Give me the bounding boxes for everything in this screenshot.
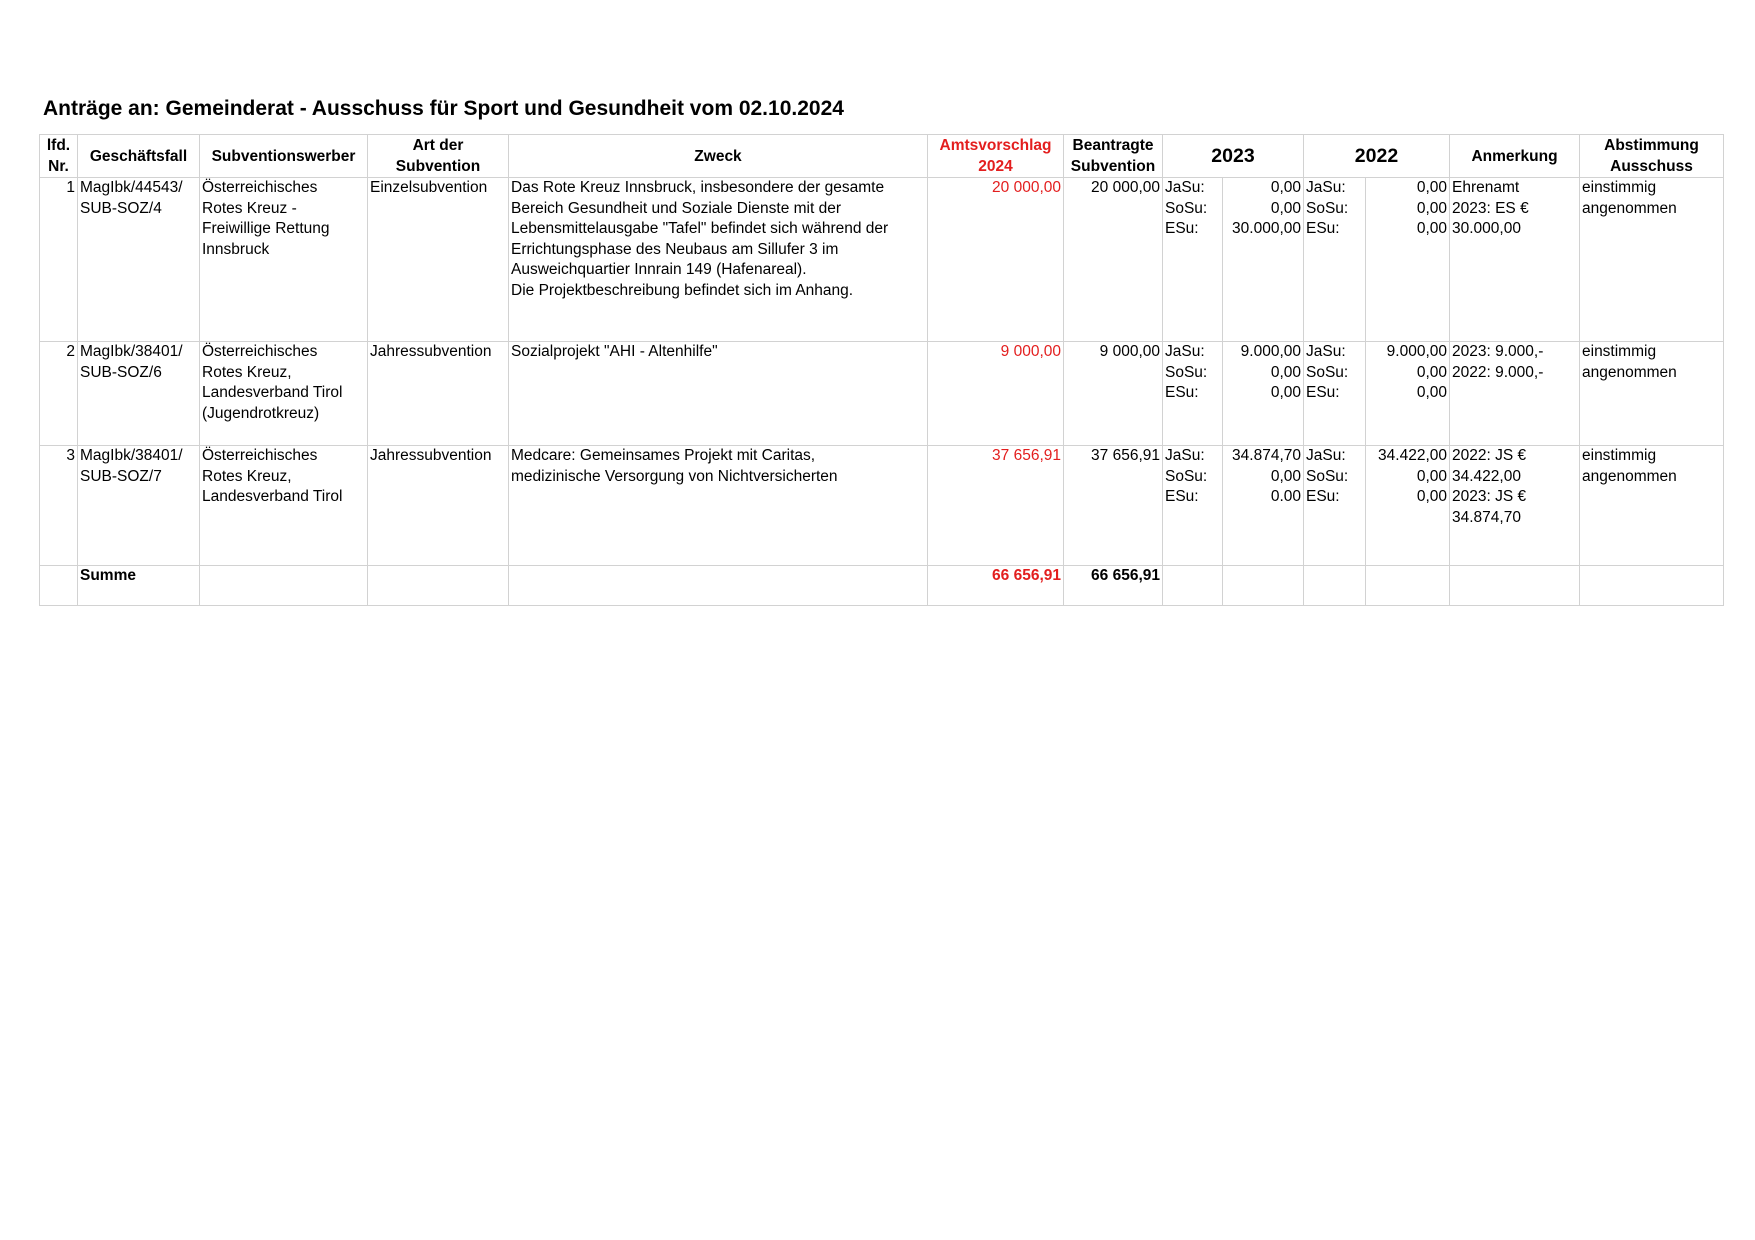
row-2023-labels: JaSu: SoSu: ESu: — [1163, 342, 1223, 446]
row-amtsvorschlag: 9 000,00 — [928, 342, 1064, 446]
table-row — [40, 342, 1724, 446]
row-2022-labels: JaSu: SoSu: ESu: — [1304, 178, 1366, 342]
row-abstimmung: einstimmig angenommen — [1580, 446, 1724, 566]
page-title: Anträge an: Gemeinderat - Ausschuss für Sport und Gesundheit vom 02.10.2024 — [43, 97, 844, 120]
row-anmerkung: 2023: 9.000,- 2022: 9.000,- — [1450, 342, 1580, 446]
row-nr: 2 — [40, 342, 78, 446]
summe-empty-cell — [368, 566, 509, 606]
row-nr: 1 — [40, 178, 78, 342]
row-nr: 3 — [40, 446, 78, 566]
row-2023-values: 0,00 0,00 30.000,00 — [1223, 178, 1304, 342]
row-2022-labels: JaSu: SoSu: ESu: — [1304, 446, 1366, 566]
header-beantragt: Beantragte Subvention — [1064, 135, 1163, 178]
header-geschaeftsfall: Geschäftsfall — [78, 135, 200, 178]
summe-amtsvorschlag: 66 656,91 — [928, 566, 1064, 606]
header-year-2023: 2023 — [1163, 135, 1304, 178]
summe-empty-cell — [1366, 566, 1450, 606]
row-2023-labels: JaSu: SoSu: ESu: — [1163, 178, 1223, 342]
row-abstimmung: einstimmig angenommen — [1580, 178, 1724, 342]
header-row — [40, 135, 1724, 178]
row-art: Jahressubvention — [368, 342, 509, 446]
summe-empty-cell — [40, 566, 78, 606]
row-anmerkung: Ehrenamt 2023: ES € 30.000,00 — [1450, 178, 1580, 342]
row-art: Jahressubvention — [368, 446, 509, 566]
row-geschaeftsfall: MagIbk/44543/ SUB-SOZ/4 — [78, 178, 200, 342]
row-2022-values: 0,00 0,00 0,00 — [1366, 178, 1450, 342]
row-2022-labels: JaSu: SoSu: ESu: — [1304, 342, 1366, 446]
row-beantragt: 20 000,00 — [1064, 178, 1163, 342]
row-geschaeftsfall: MagIbk/38401/ SUB-SOZ/7 — [78, 446, 200, 566]
row-zweck: Das Rote Kreuz Innsbruck, insbesondere der gesamte Bereich Gesundheit und Soziale Dienste mit der Lebensmittelausgabe "Tafel" befindet sich während der Errichtungsphase des Neubaus am Sillufer 3 im Ausweichquartier Innrain 149 (Hafenareal). Die Projektbeschreibung befindet sich im Anhang. — [509, 178, 928, 342]
row-subventionswerber: Österreichisches Rotes Kreuz - Freiwillige Rettung Innsbruck — [200, 178, 368, 342]
header-nr: lfd. Nr. — [40, 135, 78, 178]
row-beantragt: 37 656,91 — [1064, 446, 1163, 566]
row-zweck: Sozialprojekt "AHI - Altenhilfe" — [509, 342, 928, 446]
row-abstimmung: einstimmig angenommen — [1580, 342, 1724, 446]
row-2022-values: 9.000,00 0,00 0,00 — [1366, 342, 1450, 446]
summe-empty-cell — [1580, 566, 1724, 606]
summe-label: Summe — [78, 566, 200, 606]
summe-empty-cell — [1450, 566, 1580, 606]
summe-empty-cell — [1304, 566, 1366, 606]
summe-empty-cell — [1223, 566, 1304, 606]
header-abstimmung: Abstimmung Ausschuss — [1580, 135, 1724, 178]
summe-empty-cell — [200, 566, 368, 606]
row-2023-labels: JaSu: SoSu: ESu: — [1163, 446, 1223, 566]
row-zweck: Medcare: Gemeinsames Projekt mit Caritas, medizinische Versorgung von Nichtversicherten — [509, 446, 928, 566]
header-amtsvorschlag: Amtsvorschlag 2024 — [928, 135, 1064, 178]
header-anmerkung: Anmerkung — [1450, 135, 1580, 178]
row-geschaeftsfall: MagIbk/38401/ SUB-SOZ/6 — [78, 342, 200, 446]
row-amtsvorschlag: 20 000,00 — [928, 178, 1064, 342]
row-amtsvorschlag: 37 656,91 — [928, 446, 1064, 566]
table-row — [40, 178, 1724, 342]
summe-beantragt: 66 656,91 — [1064, 566, 1163, 606]
row-subventionswerber: Österreichisches Rotes Kreuz, Landesverband Tirol — [200, 446, 368, 566]
summe-empty-cell — [1163, 566, 1223, 606]
row-anmerkung: 2022: JS € 34.422,00 2023: JS € 34.874,70 — [1450, 446, 1580, 566]
header-year-2022: 2022 — [1304, 135, 1450, 178]
header-art: Art der Subvention — [368, 135, 509, 178]
row-subventionswerber: Österreichisches Rotes Kreuz, Landesverband Tirol (Jugendrotkreuz) — [200, 342, 368, 446]
antraege-table — [39, 134, 1724, 606]
row-2023-values: 9.000,00 0,00 0,00 — [1223, 342, 1304, 446]
header-zweck: Zweck — [509, 135, 928, 178]
summe-row — [40, 566, 1724, 606]
row-2023-values: 34.874,70 0,00 0.00 — [1223, 446, 1304, 566]
row-2022-values: 34.422,00 0,00 0,00 — [1366, 446, 1450, 566]
header-subventionswerber: Subventionswerber — [200, 135, 368, 178]
row-beantragt: 9 000,00 — [1064, 342, 1163, 446]
row-art: Einzelsubvention — [368, 178, 509, 342]
table-row — [40, 446, 1724, 566]
summe-empty-cell — [509, 566, 928, 606]
